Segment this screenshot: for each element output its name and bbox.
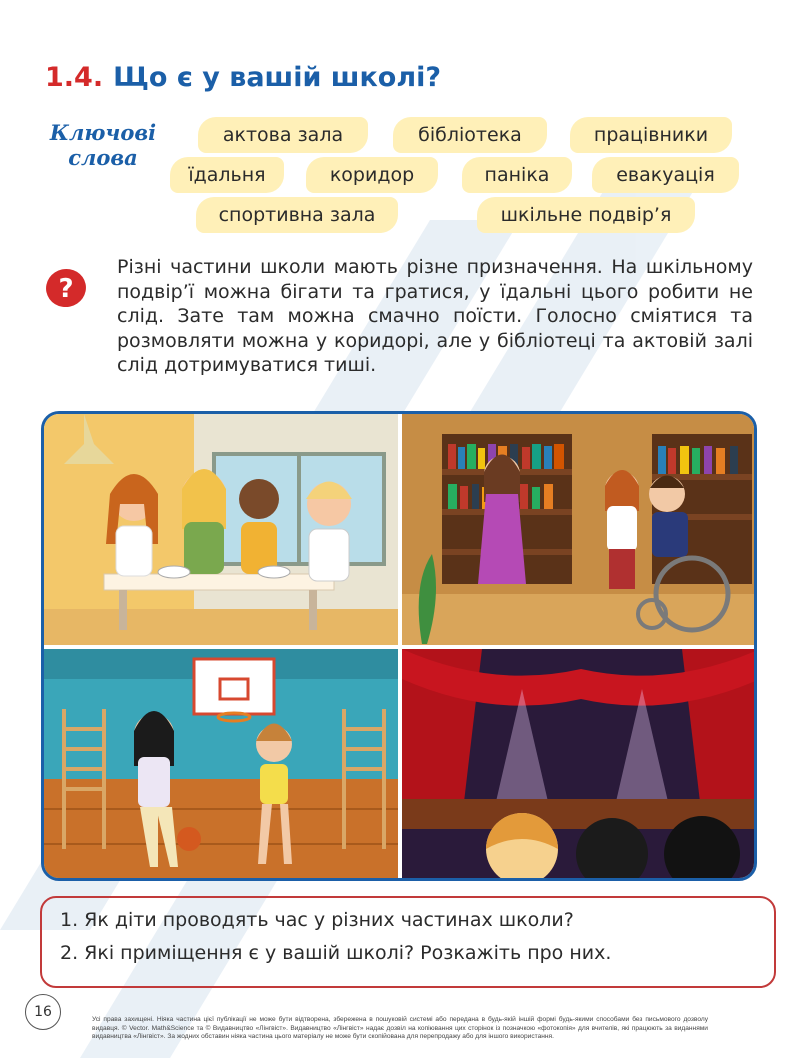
keyword-chip: паніка <box>462 157 572 193</box>
section-number: 1.4. <box>45 62 104 93</box>
library-scene <box>402 414 757 645</box>
page-number: 16 <box>25 994 61 1030</box>
question-item: 2. Які приміщення є у вашій школі? Розкажіть про них. <box>60 942 612 964</box>
school-scenes-illustration <box>41 411 757 881</box>
questions-box <box>40 896 776 988</box>
keyword-chip: шкільне подвір’я <box>477 197 695 233</box>
question-item: 1. Як діти проводять час у різних частинах школи? <box>60 909 574 931</box>
copyright-notice: Усі права захищені. Ніяка частина цієї публікації не може бути відтворена, збережена в пошуковій системі або передана в будь-якій іншій формі будь-якими способами без письмового дозволу видавця. © Vector. Math&Science та © Видавництво «Лінгвіст». Видавництво «Лінгвіст» надає дозвіл на копіювання цих сторінок із позначкою «фотокопія» для вчителів, які працюють за виданнями видавництва «Лінгвіст». За жодних обставин ніяка частина цього матеріалу не може бути скопійована для перепродажу або для іншого використання. <box>92 1016 708 1040</box>
assembly-hall-scene <box>402 649 757 881</box>
keyword-chip: працівники <box>570 117 732 153</box>
svg-text:?: ? <box>58 274 74 304</box>
gym-scene <box>44 649 398 881</box>
keyword-chip: евакуація <box>592 157 739 193</box>
question-mark-icon <box>44 265 88 309</box>
intro-paragraph: Різні частини школи мають різне призначення. На шкільному подвір’ї можна бігати та гратися, у їдальні цього робити не слід. Зате там можна смачно поїсти. Голосно сміятися та розмовляти можна у коридорі, але у бібліотеці та актовій залі слід дотримуватися тиші. <box>117 256 753 376</box>
scene-divider-horizontal <box>44 645 757 649</box>
section-title: Що є у вашій школі? <box>113 62 442 93</box>
page-heading <box>45 62 441 93</box>
keyword-chip: їдальня <box>170 157 284 193</box>
keyword-chip: бібліотека <box>393 117 547 153</box>
keyword-chip: коридор <box>306 157 438 193</box>
keyword-chip: спортивна зала <box>196 197 398 233</box>
keywords-label <box>38 120 168 170</box>
canteen-scene <box>44 414 398 645</box>
keyword-chip: актова зала <box>198 117 368 153</box>
keywords-label-line2: слова <box>68 145 138 170</box>
keywords-label-line1: Ключові <box>49 120 157 145</box>
